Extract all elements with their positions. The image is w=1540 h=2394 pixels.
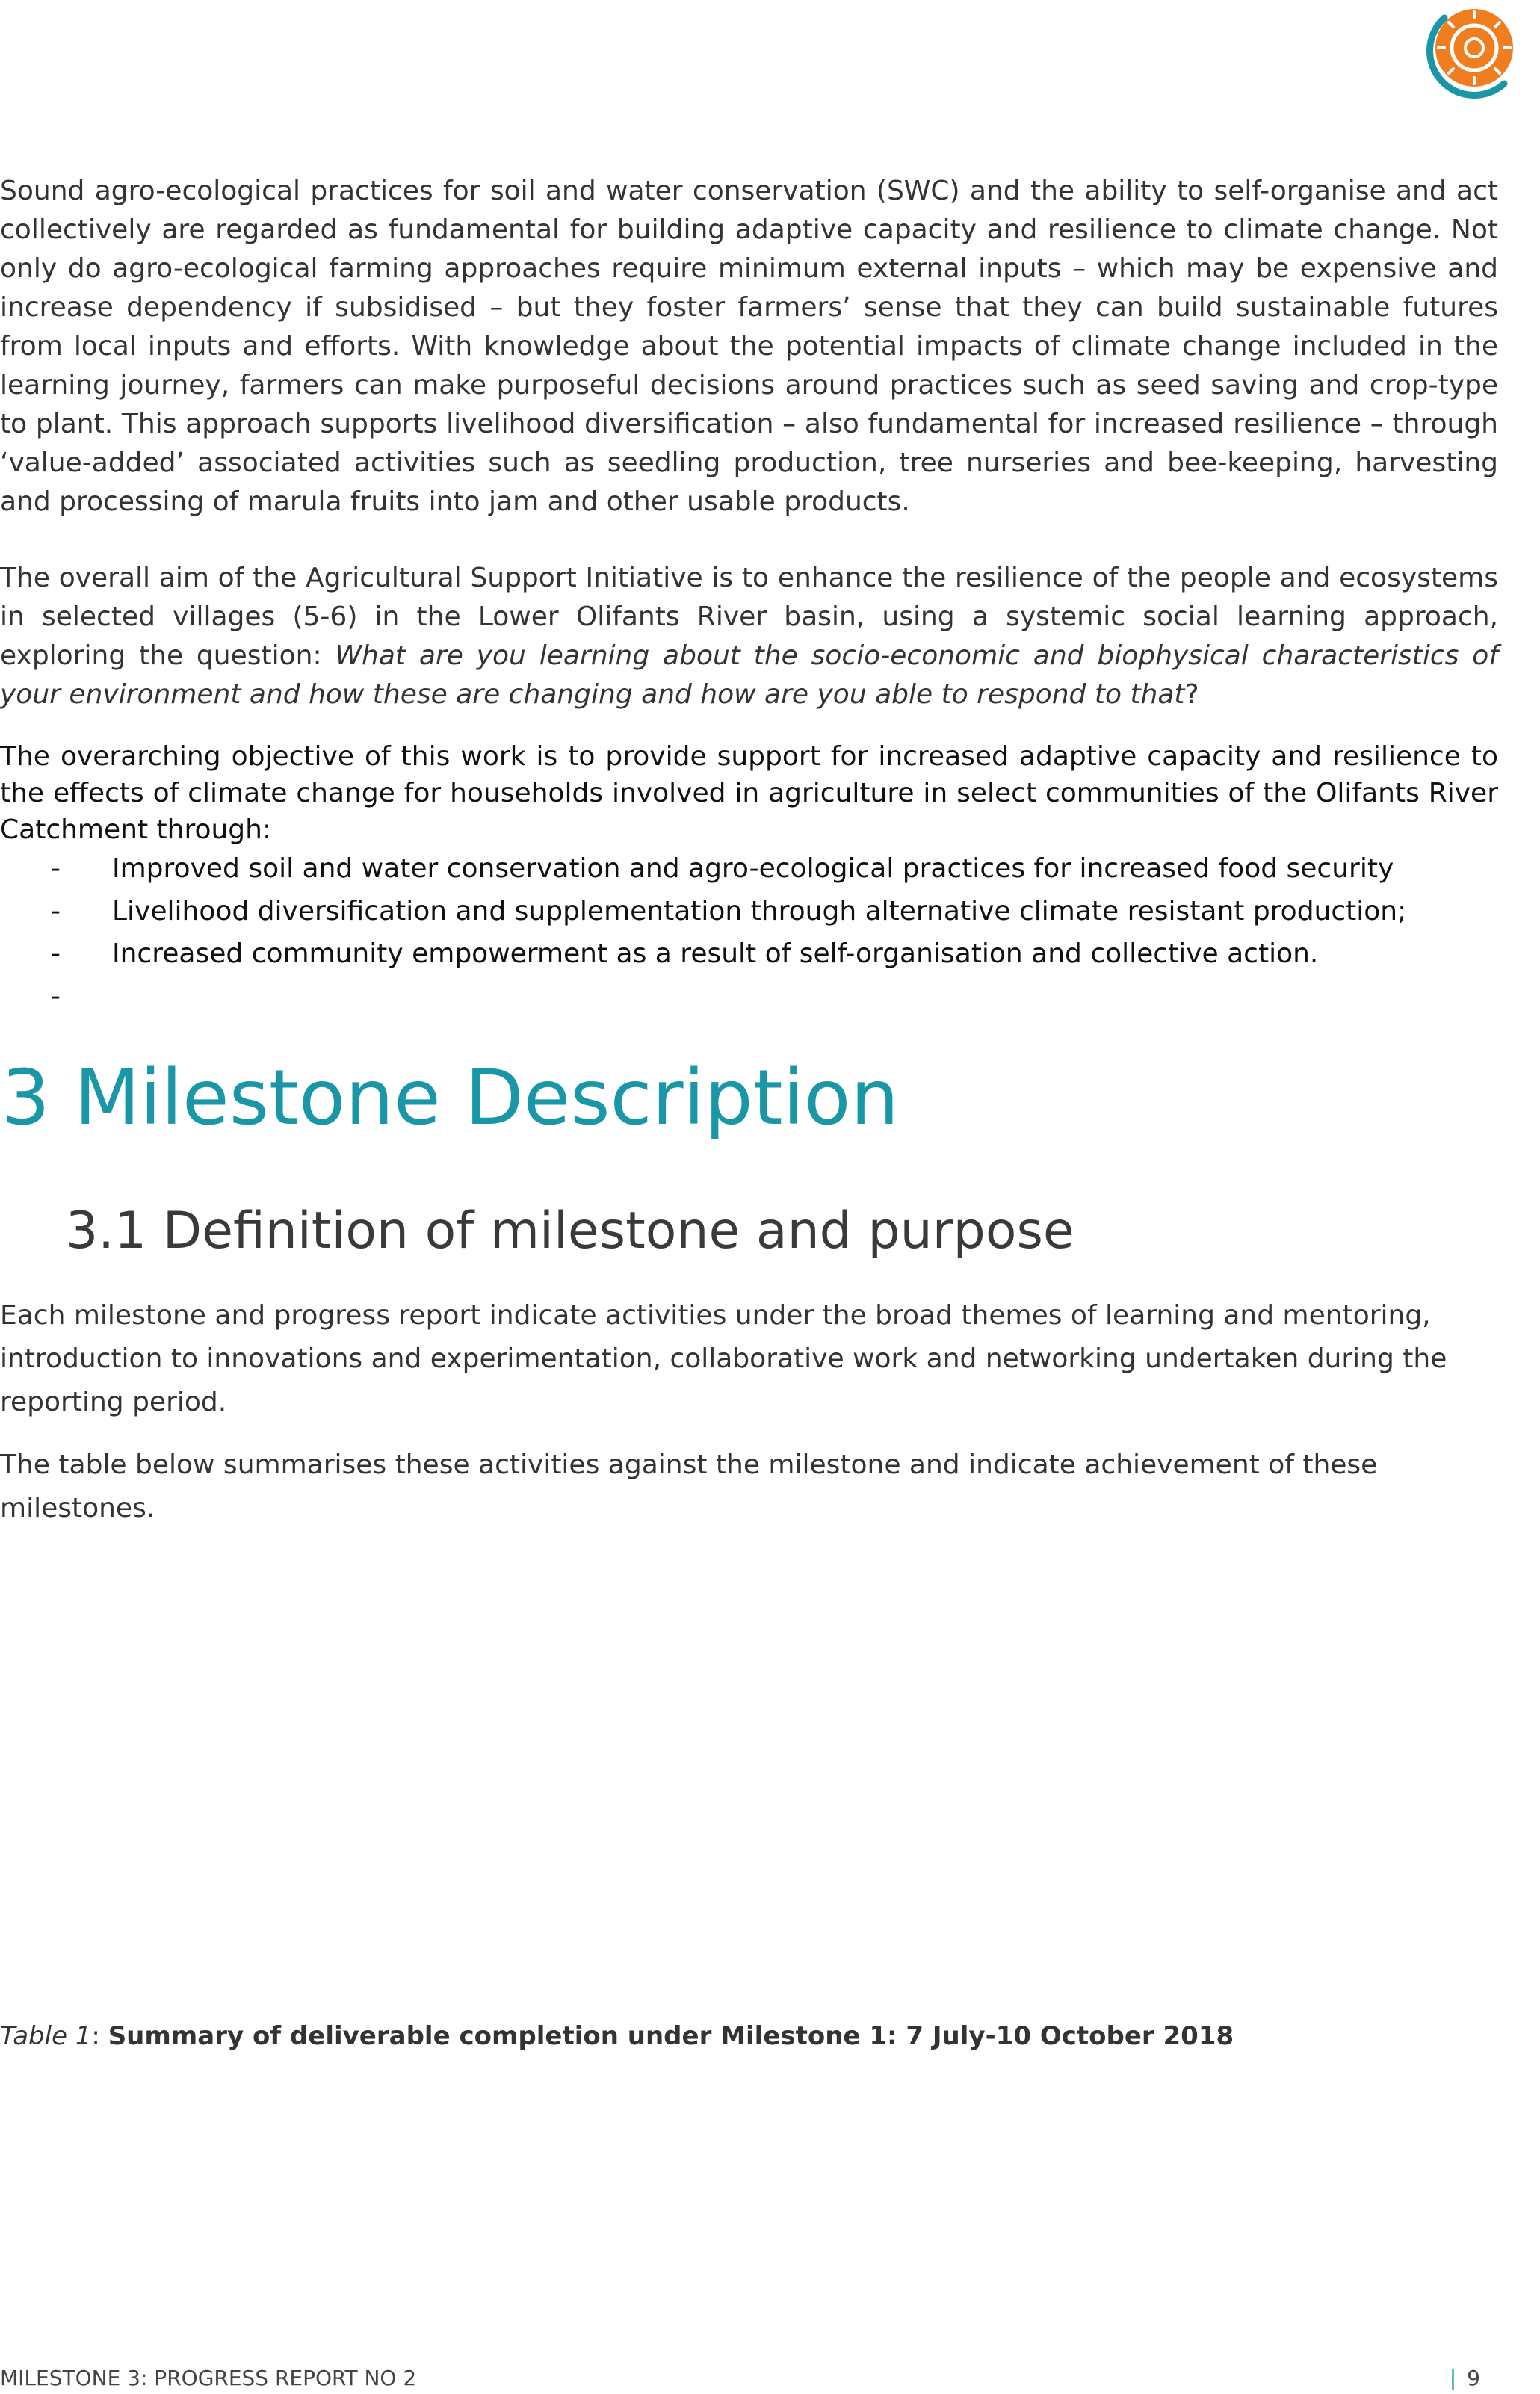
aim-paragraph-end: ? <box>1184 679 1199 710</box>
intro-paragraph: Sound agro-ecological practices for soil and water conservation (SWC) and the ability to self-organise and act collectively are regarded as fundamental for building adaptive capacity and resilience to climate change. Not only do agro-ecological farming approaches require minimum external inputs – which may be expensive and increase dependency if subsidised – but they foster farmers’ sense that they can build sustainable futures from local inputs and efforts. With knowledge about the potential impacts of climate change included in the learning journey, farmers can make purposeful decisions around practices such as seed saving and crop-type to plant. This approach supports livelihood diversification – also fundamental for increased resilience – through ‘value-added’ associated activities such as seedling production, tree nurseries and bee-keeping, harvesting and processing of marula fruits into jam and other usable products. <box>0 176 1498 517</box>
objective-list <box>0 850 1498 1020</box>
subsection-heading: 3.1 Definition of milestone and purpose <box>66 1201 1074 1261</box>
aim-question: What are you learning about the socio-economic and biophysical characteristics of your environment and how these are changing and how are you able to respond to that <box>0 640 1498 710</box>
bullet-marker: - <box>51 981 61 1012</box>
list-item <box>0 892 1498 935</box>
list-item <box>0 977 1498 1020</box>
list-item-text: Improved soil and water conservation and agro-ecological practices for increased food security <box>112 853 1394 884</box>
bullet-marker: - <box>51 853 61 884</box>
footer-page <box>1450 2363 1480 2393</box>
table-caption-separator: : <box>91 2021 108 2051</box>
list-item-text: Increased community empowerment as a result of self-organisation and collective action. <box>112 938 1319 969</box>
table-caption-text: Summary of deliverable completion under Milestone 1: 7 July-10 October 2018 <box>108 2021 1234 2051</box>
table-caption-label: Table 1 <box>0 2021 92 2051</box>
list-item <box>0 850 1498 892</box>
section-heading: 3 Milestone Description <box>1 1054 900 1142</box>
table-caption <box>0 2017 1234 2055</box>
milestone-paragraph: Each milestone and progress report indicate activities under the broad themes of learning and mentoring, introduction to innovations and experimentation, collaborative work and networking undertaken during the reporting period. <box>0 1300 1447 1417</box>
footer-title: MILESTONE 3: PROGRESS REPORT NO 2 <box>0 2366 417 2390</box>
objective-paragraph: The overarching objective of this work is to provide support for increased adaptive capacity and resilience to the effects of climate change for households involved in agriculture in select communities of the Olifants River Catchment through: <box>0 741 1498 845</box>
page-number: 9 <box>1467 2366 1480 2390</box>
bullet-marker: - <box>51 896 61 927</box>
table-intro-paragraph: The table below summarises these activities against the milestone and indicate achievement of these milestones. <box>0 1450 1378 1524</box>
bullet-marker: - <box>51 938 61 969</box>
footer-separator: | <box>1449 2366 1457 2390</box>
sun-logo-icon <box>1416 1 1521 106</box>
aim-paragraph <box>0 559 1498 714</box>
list-item <box>0 935 1498 977</box>
aim-paragraph-text: The overall aim of the Agricultural Support Initiative is to enhance the resilience of the people and ecosystems in selected villages (5-6) in the Lower Olifants River basin, using a systemic social learning approach, exploring the question: <box>0 563 1498 671</box>
list-item-text: Livelihood diversification and supplementation through alternative climate resistant production; <box>112 896 1407 927</box>
